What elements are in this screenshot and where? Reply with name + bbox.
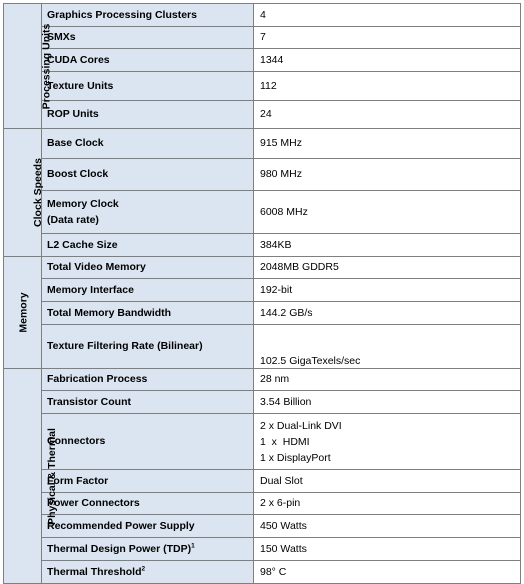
- spec-value: 7: [254, 27, 521, 49]
- spec-label-with-footnote: [42, 561, 254, 584]
- category-label: Physical & Thermal: [45, 427, 58, 525]
- category-label: Clock Speeds: [31, 158, 44, 227]
- spec-label: CUDA Cores: [42, 49, 254, 72]
- table-row: [4, 27, 521, 49]
- spec-label: Total Memory Bandwidth: [42, 302, 254, 325]
- spec-value: 28 nm: [254, 369, 521, 391]
- connector-item: 1 x DisplayPort: [260, 451, 331, 464]
- table-row: [4, 414, 521, 470]
- table-row: [4, 279, 521, 302]
- spec-label: Fabrication Process: [42, 369, 254, 391]
- spec-label: Memory Interface: [42, 279, 254, 302]
- table-row: [4, 325, 521, 369]
- spec-label: Thermal Design Power (TDP): [47, 542, 192, 555]
- connector-item: 1 x HDMI: [260, 435, 310, 448]
- table-row: [4, 101, 521, 129]
- table-row: [4, 49, 521, 72]
- spec-label-line: (Data rate): [47, 214, 99, 226]
- spec-label: Texture Filtering Rate (Bilinear): [42, 325, 254, 369]
- table-row: [4, 129, 521, 159]
- spec-value: 2 x 6-pin: [254, 493, 521, 515]
- spec-value: 24: [254, 101, 521, 129]
- spec-label: ROP Units: [42, 101, 254, 129]
- spec-label: Thermal Threshold: [47, 565, 142, 578]
- spec-value: 192-bit: [254, 279, 521, 302]
- spec-value: 98° C: [254, 561, 521, 584]
- spec-value: 915 MHz: [254, 129, 521, 159]
- table-row: [4, 4, 521, 27]
- table-row: [4, 257, 521, 279]
- spec-value: 980 MHz: [254, 159, 521, 191]
- spec-value: 3.54 Billion: [254, 391, 521, 414]
- table-row: [4, 369, 521, 391]
- footnote-marker: 1: [191, 542, 195, 549]
- connector-item: 2 x Dual-Link DVI: [260, 419, 342, 432]
- spec-label: Power Connectors: [42, 493, 254, 515]
- table-row: [4, 470, 521, 493]
- category-clock-speeds: [4, 129, 42, 257]
- table-row: [4, 234, 521, 257]
- spec-label: Recommended Power Supply: [42, 515, 254, 538]
- table-row: [4, 515, 521, 538]
- table-row: [4, 391, 521, 414]
- table-row: [4, 561, 521, 584]
- spec-value: 2048MB GDDR5: [254, 257, 521, 279]
- spec-label: Boost Clock: [42, 159, 254, 191]
- category-label: Memory: [17, 292, 30, 333]
- spec-label-multiline: [42, 191, 254, 234]
- spec-value: 112: [254, 72, 521, 101]
- spec-label: L2 Cache Size: [42, 234, 254, 257]
- spec-value: 384KB: [254, 234, 521, 257]
- spec-value-multiline: [254, 414, 521, 470]
- category-physical-thermal: [4, 369, 58, 584]
- spec-label: Graphics Processing Clusters: [42, 4, 254, 27]
- spec-value: 1344: [254, 49, 521, 72]
- spec-label: Transistor Count: [42, 391, 254, 414]
- spec-label: Base Clock: [42, 129, 254, 159]
- table-row: [4, 493, 521, 515]
- footnote-marker: 2: [141, 565, 146, 572]
- spec-value: 102.5 GigaTexels/sec: [254, 325, 521, 369]
- spec-label-line: Memory Clock: [47, 198, 119, 210]
- table-row: [4, 191, 521, 234]
- category-label: Processing Units: [40, 23, 53, 109]
- spec-table: [3, 3, 521, 584]
- spec-label: Texture Units: [42, 72, 254, 101]
- spec-value: 6008 MHz: [254, 191, 521, 234]
- spec-label: Connectors: [42, 414, 254, 470]
- category-memory: [4, 257, 42, 369]
- spec-value: Dual Slot: [254, 470, 521, 493]
- table-row: [4, 302, 521, 325]
- spec-value: 450 Watts: [254, 515, 521, 538]
- table-row: [4, 72, 521, 101]
- spec-label-with-footnote: [42, 538, 254, 561]
- spec-label: Total Video Memory: [42, 257, 254, 279]
- spec-label: SMXs: [42, 27, 254, 49]
- spec-value: 4: [254, 4, 521, 27]
- table-row: [4, 159, 521, 191]
- table-row: [4, 538, 521, 561]
- category-processing-units: [4, 4, 53, 129]
- spec-value: 150 Watts: [254, 538, 521, 561]
- spec-value: 144.2 GB/s: [254, 302, 521, 325]
- spec-label: Form Factor: [42, 470, 254, 493]
